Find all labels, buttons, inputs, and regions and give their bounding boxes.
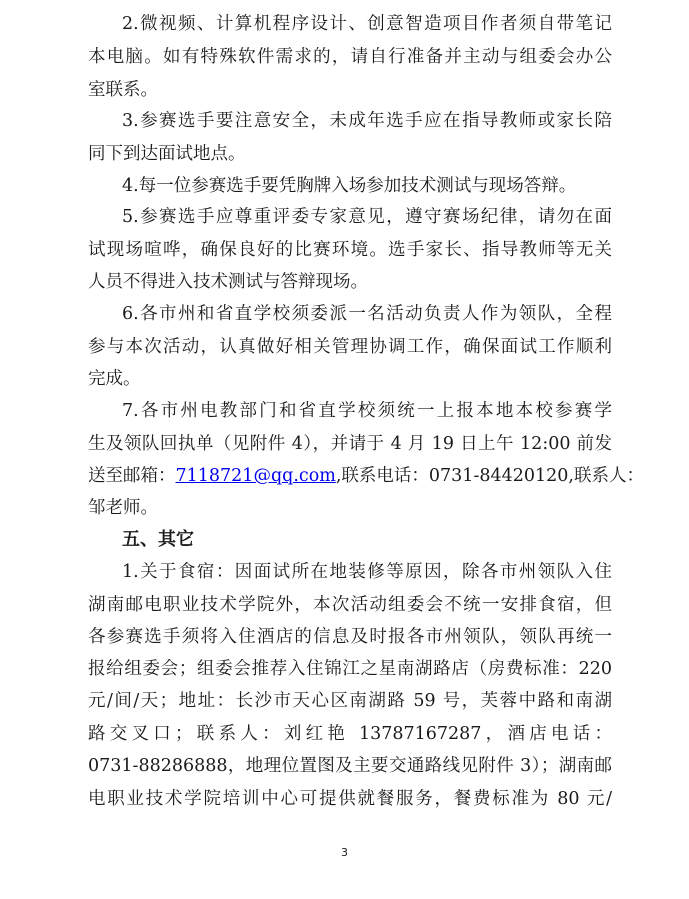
paragraph-8-line-8: 电职业技术学院培训中心可提供就餐服务，餐费标准为 80 元/ (88, 789, 612, 809)
email-label: 送至邮箱： (88, 466, 176, 486)
paragraph-8-line-5: 元/间/天；地址：长沙市天心区南湖路 59 号，芙蓉中路和南湖 (88, 691, 612, 711)
paragraph-2-line-2: 本电脑。如有特殊软件需求的，请自行准备并主动与组委会办公 (88, 47, 612, 67)
paragraph-8-line-4: 报给组委会；组委会推荐入住锦江之星南湖路店（房费标准：220 (88, 659, 612, 679)
paragraph-8-line-6: 路交叉口；联系人：刘红艳 13787167287，酒店电话： (88, 724, 612, 744)
paragraph-7-line-2: 生及领队回执单（见附件 4），并请于 4 月 19 日上午 12:00 前发 (88, 434, 612, 454)
section-5-heading: 五、其它 (122, 529, 194, 550)
paragraph-7-line-1: 7.各市州电教部门和省直学校须统一上报本地本校参赛学 (122, 401, 612, 421)
paragraph-3-line-2: 同下到达面试地点。 (88, 144, 246, 164)
paragraph-2-line-1: 2.微视频、计算机程序设计、创意智造项目作者须自带笔记 (122, 14, 612, 34)
paragraph-5-line-3: 人员不得进入技术测试与答辩现场。 (88, 272, 368, 292)
paragraph-6-line-2: 参与本次活动，认真做好相关管理协调工作，确保面试工作顺利 (88, 337, 612, 357)
paragraph-6-line-1: 6.各市州和省直学校须委派一名活动负责人作为领队，全程 (122, 304, 612, 324)
email-link[interactable]: 7118721@qq.com (175, 466, 336, 486)
paragraph-8-line-7: 0731-88286888，地理位置图及主要交通路线见附件 3）；湖南邮 (88, 756, 612, 776)
paragraph-4-line-1: 4.每一位参赛选手要凭胸牌入场参加技术测试与现场答辩。 (122, 176, 577, 196)
paragraph-6-line-3: 完成。 (88, 369, 141, 389)
paragraph-3-line-1: 3.参赛选手要注意安全，未成年选手应在指导教师或家长陪 (122, 111, 612, 131)
paragraph-7-line-4: 邹老师。 (88, 498, 158, 518)
contact-phone-text: ,联系电话：0731-84420120,联系人： (335, 466, 644, 486)
paragraph-5-line-1: 5.参赛选手应尊重评委专家意见，遵守赛场纪律，请勿在面 (122, 207, 612, 227)
paragraph-7-line-3 (88, 460, 644, 492)
paragraph-8-line-3: 各参赛选手须将入住酒店的信息及时报各市州领队，领队再统一 (88, 627, 612, 647)
paragraph-8-line-2: 湖南邮电职业技术学院外，本次活动组委会不统一安排食宿，但 (88, 595, 612, 615)
page-number: 3 (341, 846, 348, 859)
paragraph-5-line-2: 试现场喧哗，确保良好的比赛环境。选手家长、指导教师等无关 (88, 240, 612, 260)
paragraph-2-line-3: 室联系。 (88, 80, 158, 100)
paragraph-8-line-1: 1.关于食宿：因面试所在地装修等原因，除各市州领队入住 (122, 562, 612, 582)
